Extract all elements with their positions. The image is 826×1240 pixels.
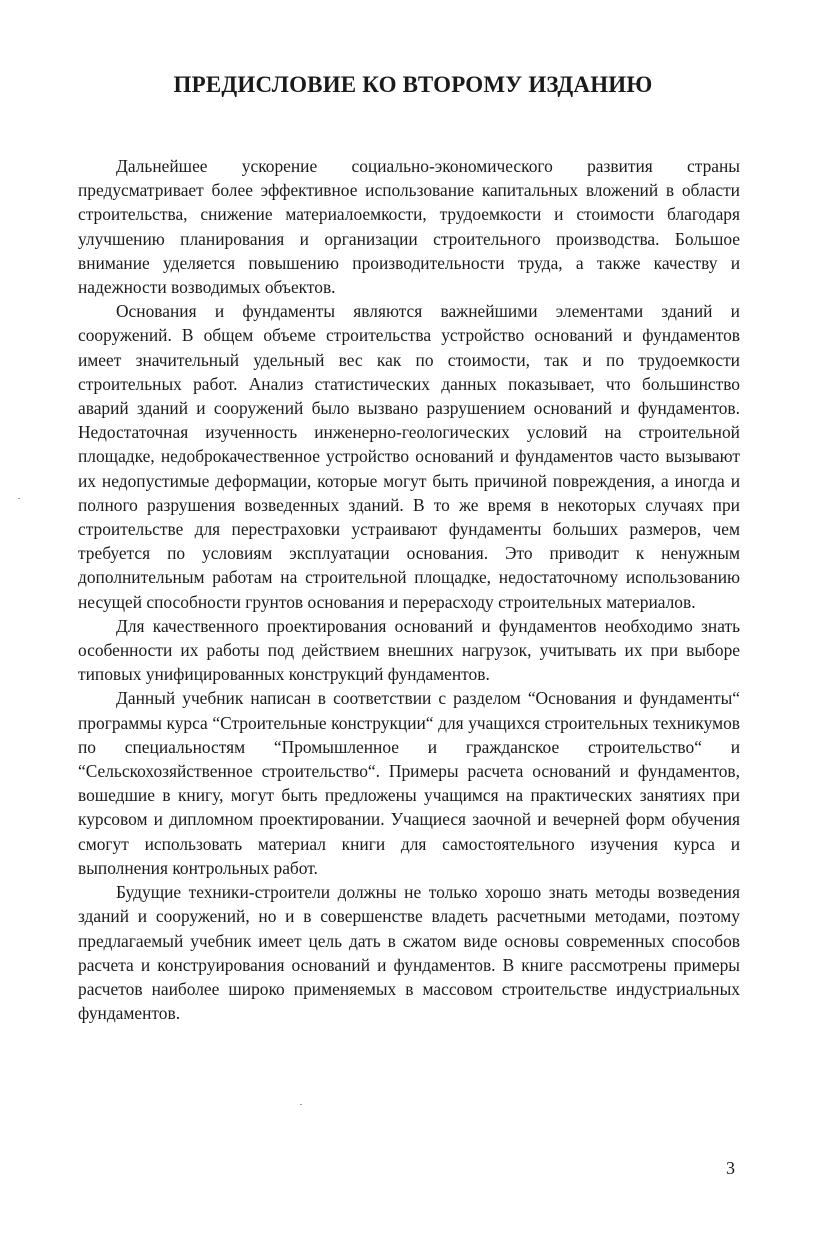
scan-speck [18,498,20,499]
paragraph-1: Дальнейшее ускорение социально-экономического развития страны предусматривает более эффективное использование капитальных вложений в области строительства, снижение материалоемкости, трудоемкости и стоимости благодаря улучшению планирования и организации строительного производства. Большое внимание уделяется повышению производительности труда, а также качеству и надежности возводимых объектов. [78,156,740,298]
page-title: ПРЕДИСЛОВИЕ КО ВТОРОМУ ИЗДАНИЮ [173,72,653,97]
paragraph-5: Будущие техники-строители должны не только хорошо знать методы возведения зданий и сооружений, но и в совершенстве владеть расчетными методами, поэтому предлагаемый учебник имеет цель дать в сжатом виде основы современных способов расчета и конструирования оснований и фундаментов. В книге рассмотрены примеры расчетов наиболее широко применяемых в массовом строительстве индустриальных фундаментов. [78,882,740,1024]
paragraph-3: Для качественного проектирования оснований и фундаментов необходимо знать особенности их работы под действием внешних нагрузок, учитывать их при выборе типовых унифицированных конструкций фундаментов. [78,615,740,685]
page-number: 3 [726,1158,735,1178]
paragraph-4: Данный учебник написан в соответствии с разделом “Основания и фундаменты“ программы курса “Строительные конструкции“ для учащихся строительных техникумов по специальностям “Промышленное и гражданское строительство“ и “Сельскохозяйственное строительство“. Примеры расчета оснований и фундаментов, вошедшие в книгу, могут быть предложены учащимся на практических занятиях при курсовом и дипломном проектировании. Учащиеся заочной и вечерней форм обучения смогут использовать материал книги для самостоятельного изучения курса и выполнения контрольных работ. [78,688,740,878]
paragraph-2: Основания и фундаменты являются важнейшими элементами зданий и сооружений. В общем объеме строительства устройство оснований и фундаментов имеет значительный удельный вес как по стоимости, так и по трудоемкости строительных работ. Анализ статистических данных показывает, что большинство аварий зданий и сооружений было вызвано разрушением оснований и фундаментов. Недостаточная изученность инженерно-геологических условий на строительной площадке, недоброкачественное устройство оснований и фундаментов часто вызывают их недопустимые деформации, которые могут быть причиной повреждения, а иногда и полного разрушения возведенных зданий. В то же время в некоторых случаях при строительстве для перестраховки устраивают фундаменты больших размеров, чем требуется по условиям эксплуатации основания. Это приводит к ненужным дополнительным работам на строительной площадке, недостаточному использованию несущей способности грунтов основания и перерасходу строительных материалов. [78,301,740,612]
body-text [78,154,740,1025]
scan-speck [300,1104,302,1105]
